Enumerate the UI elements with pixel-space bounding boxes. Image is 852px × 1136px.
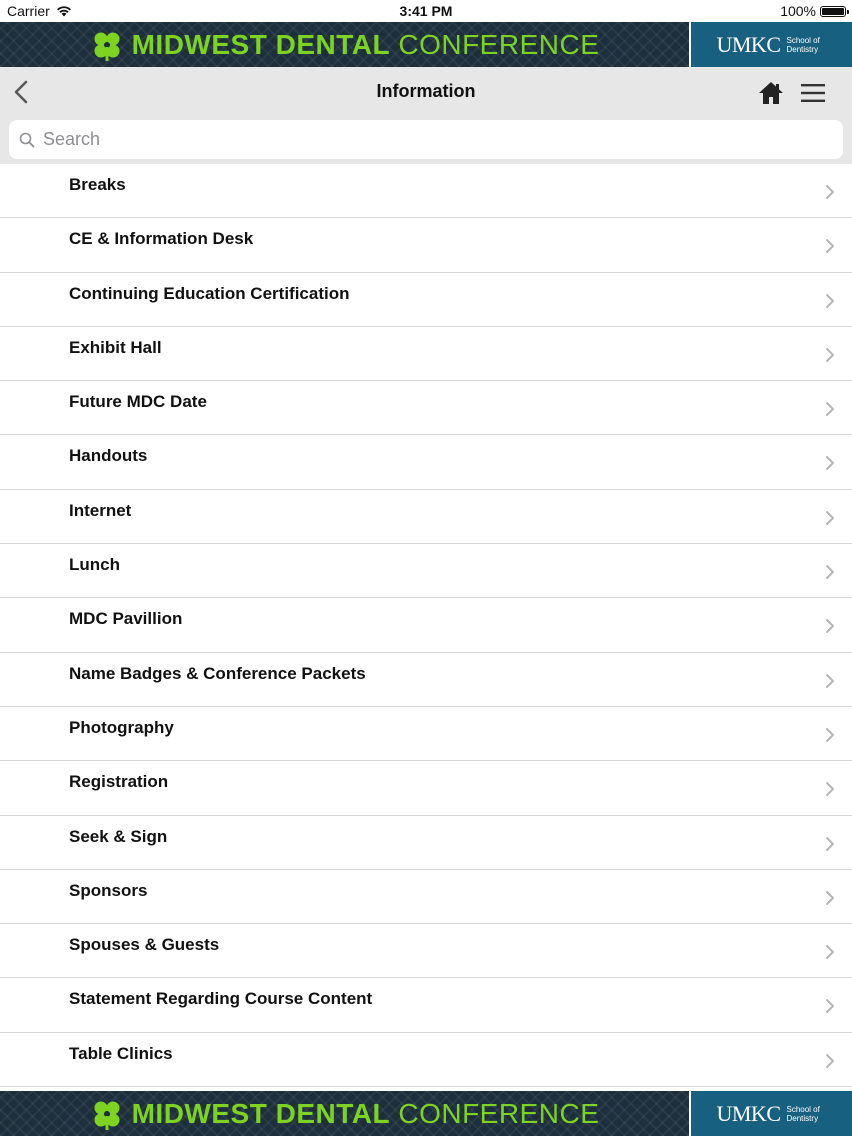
chevron-right-icon [825, 618, 835, 634]
list-item[interactable] [0, 761, 852, 815]
search-field[interactable] [9, 120, 843, 159]
chevron-right-icon [825, 347, 835, 363]
list-item[interactable] [0, 870, 852, 924]
chevron-right-icon [825, 293, 835, 309]
hamburger-menu-icon[interactable] [797, 78, 829, 108]
conference-logo [0, 1091, 689, 1136]
chevron-right-icon [825, 238, 835, 254]
list-item-label: Name Badges & Conference Packets [69, 663, 366, 683]
carrier-label: Carrier [7, 3, 50, 19]
list-item[interactable] [0, 598, 852, 652]
chevron-right-icon [825, 455, 835, 471]
list-item-label: Photography [69, 717, 174, 737]
information-list [0, 164, 852, 1087]
list-item[interactable] [0, 653, 852, 707]
list-item[interactable] [0, 544, 852, 598]
list-item-label: Spouses & Guests [69, 935, 220, 955]
conference-logo [0, 22, 689, 67]
chevron-right-icon [825, 184, 835, 200]
chevron-right-icon [825, 564, 835, 580]
list-item[interactable] [0, 435, 852, 489]
clover-icon [90, 28, 124, 62]
list-item[interactable] [0, 978, 852, 1032]
chevron-right-icon [825, 998, 835, 1014]
chevron-right-icon [825, 836, 835, 852]
list-item-label: Future MDC Date [69, 392, 207, 412]
list-item-label: MDC Pavillion [69, 609, 183, 629]
list-item-label: Continuing Education Certification [69, 283, 350, 303]
home-icon[interactable] [756, 78, 786, 108]
list-item-label: Registration [69, 772, 169, 792]
list-item-label: Sponsors [69, 880, 148, 900]
chevron-right-icon [825, 944, 835, 960]
conference-name: MIDWEST DENTAL CONFERENCE [131, 28, 600, 60]
list-item[interactable] [0, 218, 852, 272]
search-icon [19, 132, 35, 148]
navigation-bar [0, 67, 852, 120]
list-item-label: Internet [69, 500, 132, 520]
conference-name: MIDWEST DENTAL CONFERENCE [131, 1097, 600, 1129]
umkc-logo: UMKC School of Dentistry [691, 1091, 852, 1136]
list-item[interactable] [0, 327, 852, 381]
battery-indicator [780, 3, 846, 19]
status-bar [0, 0, 852, 22]
list-item[interactable] [0, 273, 852, 327]
list-item[interactable] [0, 707, 852, 761]
battery-icon [820, 6, 846, 17]
list-item-label: Seek & Sign [69, 826, 168, 846]
list-item-label: Statement Regarding Course Content [69, 989, 373, 1009]
list-item-label: CE & Information Desk [69, 229, 254, 249]
list-item-label: Lunch [69, 555, 120, 575]
status-time: 3:41 PM [399, 3, 453, 19]
chevron-right-icon [825, 510, 835, 526]
chevron-right-icon [825, 890, 835, 906]
chevron-right-icon [825, 781, 835, 797]
list-item-label: Breaks [69, 175, 126, 194]
list-item[interactable] [0, 164, 852, 218]
umkc-logo: UMKC School of Dentistry [691, 22, 852, 67]
conference-banner-top[interactable] [0, 22, 852, 67]
list-item[interactable] [0, 1033, 852, 1087]
chevron-right-icon [825, 401, 835, 417]
chevron-right-icon [825, 673, 835, 689]
list-item-label: Table Clinics [69, 1043, 173, 1063]
list-item[interactable] [0, 381, 852, 435]
clover-icon [90, 1097, 124, 1131]
list-item[interactable] [0, 816, 852, 870]
list-item-label: Exhibit Hall [69, 337, 162, 357]
search-input[interactable] [41, 128, 825, 151]
page-title: Information [376, 81, 476, 101]
battery-percent: 100% [780, 3, 816, 19]
list-item-label: Handouts [69, 446, 148, 466]
conference-banner-bottom[interactable] [0, 1091, 852, 1136]
search-bar [0, 120, 852, 164]
list-item[interactable] [0, 924, 852, 978]
chevron-right-icon [825, 727, 835, 743]
list-item[interactable] [0, 490, 852, 544]
chevron-right-icon [825, 1053, 835, 1069]
